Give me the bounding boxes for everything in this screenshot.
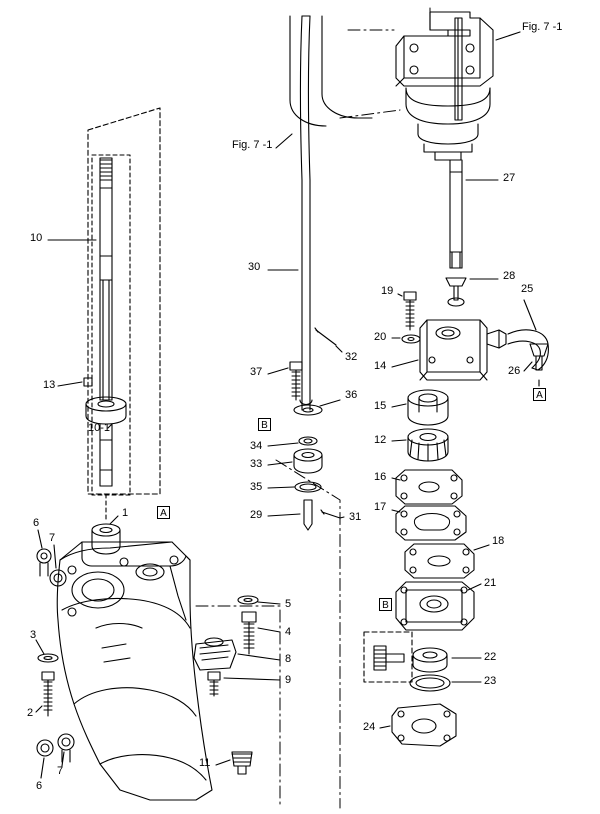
part-11-plug <box>232 752 252 774</box>
part-23-oring <box>410 675 450 691</box>
part-28 <box>446 278 466 306</box>
callout-6-upper: 6 <box>33 517 40 529</box>
callout-6-lower: 6 <box>36 780 43 792</box>
callout-2: 2 <box>27 707 34 719</box>
leader-7-upper <box>54 545 56 568</box>
leader-fig-7-1-top <box>496 32 520 40</box>
callout-18: 18 <box>492 535 505 547</box>
part-6-7-upper <box>37 549 66 586</box>
leader-9 <box>224 678 280 680</box>
section-line-center-lower <box>196 606 280 808</box>
leader-29 <box>268 514 300 516</box>
callout-36: 36 <box>345 389 358 401</box>
part-33-seal <box>294 449 322 473</box>
leader-35 <box>268 487 294 488</box>
leader-19 <box>398 294 402 296</box>
leader-14 <box>392 360 418 367</box>
part-22-seal <box>413 648 447 672</box>
part-21-base <box>396 582 474 630</box>
callout-16: 16 <box>374 471 387 483</box>
leader-4 <box>258 628 280 632</box>
callout-26: 26 <box>508 365 521 377</box>
callout-34: 34 <box>250 440 263 452</box>
letter-a-left: A <box>157 506 170 519</box>
leader-6-upper <box>38 530 42 548</box>
callout-17: 17 <box>374 501 387 513</box>
callout-25: 25 <box>521 283 534 295</box>
part-6-7-lower <box>37 734 74 762</box>
callout-8: 8 <box>285 653 292 665</box>
callout-31: 31 <box>349 511 362 523</box>
callout-11: 11 <box>199 757 211 769</box>
part-12-impeller <box>408 429 448 461</box>
leader-34 <box>268 443 298 446</box>
callout-9: 9 <box>285 674 292 686</box>
leader-25 <box>524 300 536 330</box>
letter-b-lower: B <box>379 598 392 611</box>
callout-33: 33 <box>250 458 263 470</box>
callout-7-lower: 7 <box>57 765 64 777</box>
callout-23: 23 <box>484 675 497 687</box>
part-16-plate <box>396 470 462 504</box>
callout-35: 35 <box>250 481 263 493</box>
part-9-bolt <box>208 672 220 696</box>
part-10-driveshaft <box>100 158 112 400</box>
part-30-driveshaft <box>300 16 312 410</box>
part-8-anode <box>194 638 236 670</box>
part-20-washer <box>402 335 420 343</box>
leader-12 <box>392 440 406 441</box>
lower-casing-body <box>57 542 212 800</box>
part-36-washer <box>294 405 322 415</box>
callout-1: 1 <box>122 507 129 519</box>
leader-5 <box>258 602 280 604</box>
part-14-pump-housing <box>420 320 506 380</box>
callout-12: 12 <box>374 434 387 446</box>
leader-32 <box>336 346 342 352</box>
part-1-seal <box>92 524 120 554</box>
leader-21 <box>468 584 481 590</box>
leader-15 <box>392 404 406 407</box>
letter-a-right: A <box>533 388 546 401</box>
part-35-oring <box>295 482 321 492</box>
part-34-ring <box>299 437 317 445</box>
driveshaft-upper-27 <box>450 160 462 268</box>
callout-3: 3 <box>30 629 37 641</box>
callout-37: 37 <box>250 366 263 378</box>
callout-30: 30 <box>248 261 261 273</box>
leader-3 <box>36 640 44 654</box>
leader-13 <box>58 382 82 386</box>
part-4-bolt <box>242 612 256 654</box>
part-19-bolt <box>404 292 416 330</box>
leader-26 <box>524 362 532 371</box>
detail-box-lower <box>364 632 412 682</box>
callout-20: 20 <box>374 331 387 343</box>
fig-ref-top-right: Fig. 7 -1 <box>522 21 563 33</box>
leader-36 <box>320 400 340 406</box>
part-37-bolt <box>290 362 302 400</box>
section-line-mid <box>340 110 400 118</box>
part-3-washer <box>38 654 58 662</box>
callout-24: 24 <box>363 721 376 733</box>
detail-box-left <box>88 108 160 494</box>
upper-casing-assembly <box>396 12 493 160</box>
leader-1 <box>110 516 118 524</box>
letter-b-mid: B <box>258 418 271 431</box>
callout-28: 28 <box>503 270 516 282</box>
leader-24 <box>380 726 390 728</box>
callout-5: 5 <box>285 598 292 610</box>
leader-8 <box>238 654 280 660</box>
callout-10: 10 <box>30 232 43 244</box>
part-17-gasket <box>396 506 466 540</box>
callout-10-1: 10-1 <box>88 422 111 434</box>
leader-18 <box>474 545 489 550</box>
leader-31 <box>340 517 344 518</box>
part-15-insert <box>408 390 448 425</box>
leader-37 <box>268 368 288 374</box>
detail-box-left-inner <box>92 155 130 495</box>
leader-11 <box>216 760 230 765</box>
callout-29: 29 <box>250 509 263 521</box>
callout-19: 19 <box>381 285 394 297</box>
callout-22: 22 <box>484 651 497 663</box>
part-32-pin <box>315 328 336 345</box>
leader-2 <box>36 706 42 712</box>
insert-detail-part <box>374 646 404 670</box>
fig-ref-mid-left: Fig. 7 -1 <box>232 139 273 151</box>
callout-4: 4 <box>285 626 292 638</box>
callout-15: 15 <box>374 400 387 412</box>
part-2-bolt <box>42 672 54 716</box>
callout-21: 21 <box>484 577 497 589</box>
part-29-31-pin <box>304 500 340 530</box>
leader-6-lower <box>41 758 44 778</box>
leader-fig-7-1-mid <box>276 134 292 148</box>
callout-7-upper: 7 <box>49 532 56 544</box>
callout-14: 14 <box>374 360 387 372</box>
part-5-washer <box>238 596 258 604</box>
callout-27: 27 <box>503 172 516 184</box>
upper-tube-outline <box>322 16 372 118</box>
part-18-gasket <box>405 544 474 578</box>
callout-13: 13 <box>43 379 56 391</box>
callout-32: 32 <box>345 351 358 363</box>
part-24-gasket <box>392 704 456 746</box>
